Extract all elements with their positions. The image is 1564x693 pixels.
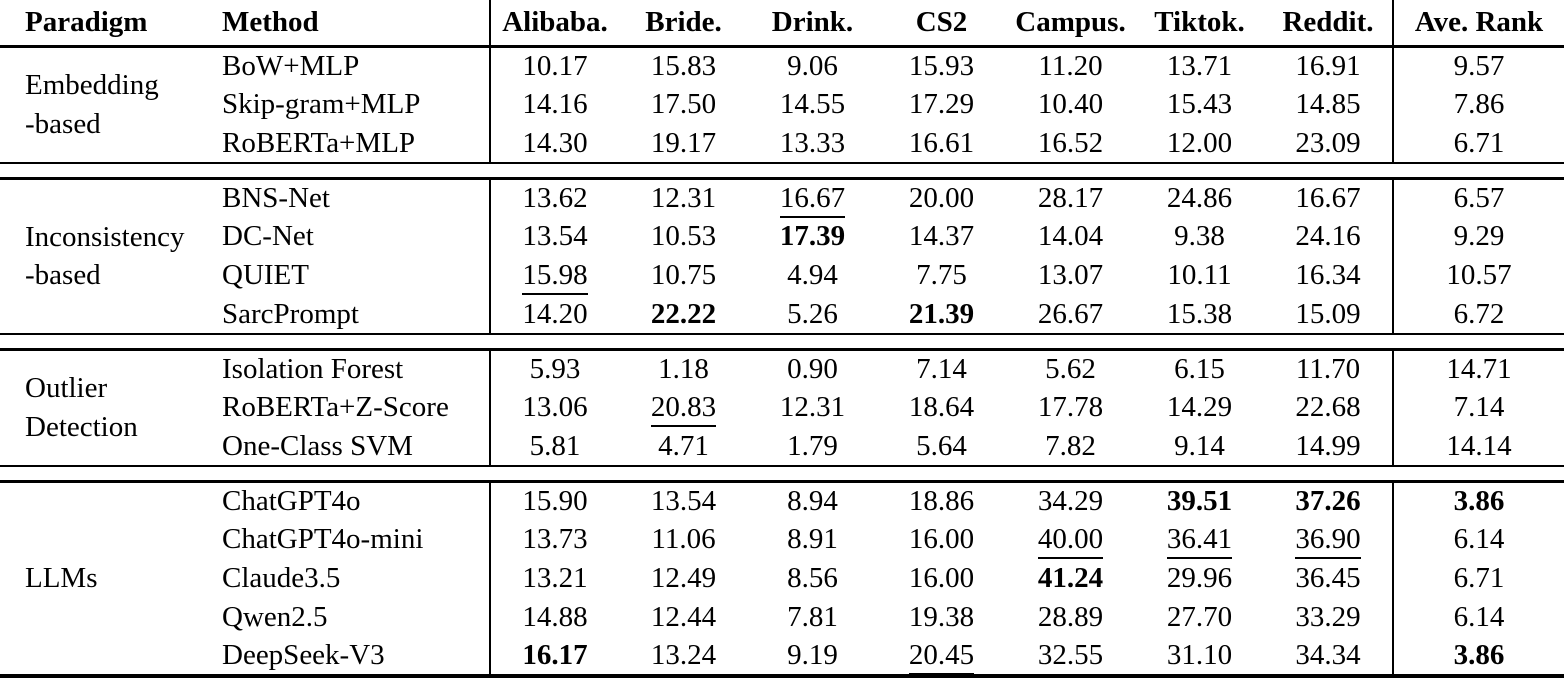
value-cell xyxy=(748,481,877,520)
value-cell xyxy=(877,598,1006,637)
value-cell xyxy=(877,559,1006,598)
method-cell: SarcPrompt xyxy=(222,297,359,330)
value-text: 11.06 xyxy=(651,523,716,555)
paradigm-line: LLMs xyxy=(25,562,98,595)
value-cell xyxy=(748,427,877,466)
table-row xyxy=(0,520,1564,559)
value-text: 15.83 xyxy=(650,49,717,82)
value-text: 6.14 xyxy=(1453,601,1505,633)
value-text: 16.34 xyxy=(1295,259,1361,291)
value-text: 4.71 xyxy=(658,429,709,462)
paradigm-cell xyxy=(0,178,222,334)
value-cell xyxy=(748,124,877,163)
value-cell xyxy=(1264,178,1393,217)
value-cell xyxy=(490,256,619,295)
value-cell xyxy=(1135,637,1264,676)
value-text: 20.00 xyxy=(908,181,975,214)
value-cell xyxy=(748,46,877,85)
value-text: 15.09 xyxy=(1295,297,1361,330)
ave-rank-cell xyxy=(1393,256,1564,295)
value-text: 16.00 xyxy=(908,523,975,555)
value-cell xyxy=(1006,178,1135,217)
header-row xyxy=(0,0,1564,46)
value-cell xyxy=(1264,349,1393,388)
ave-rank-cell xyxy=(1393,388,1564,427)
column-header-paradigm: Paradigm xyxy=(0,0,222,46)
value-text: 19.17 xyxy=(650,126,717,159)
value-cell xyxy=(619,217,748,256)
ave-rank-cell xyxy=(1393,637,1564,676)
value-text: 3.86 xyxy=(1453,484,1505,517)
method-cell: Isolation Forest xyxy=(222,352,404,385)
value-cell xyxy=(490,349,619,388)
value-text: 10.40 xyxy=(1037,88,1104,120)
method-cell: BNS-Net xyxy=(222,181,330,214)
value-cell xyxy=(490,388,619,427)
value-cell xyxy=(748,178,877,217)
value-cell xyxy=(490,637,619,676)
value-cell xyxy=(619,481,748,520)
value-cell xyxy=(1264,427,1393,466)
value-cell xyxy=(877,349,1006,388)
ave-rank-cell xyxy=(1393,46,1564,85)
method-cell: DC-Net xyxy=(222,220,314,252)
value-text: 34.34 xyxy=(1295,639,1361,671)
value-text: 16.91 xyxy=(1295,49,1361,82)
value-cell xyxy=(619,178,748,217)
value-cell xyxy=(748,388,877,427)
method-cell: ChatGPT4o-mini xyxy=(222,523,424,555)
value-text: 7.86 xyxy=(1453,88,1505,120)
value-text: 10.53 xyxy=(650,220,717,252)
value-text: 21.39 xyxy=(908,297,975,330)
value-cell xyxy=(1006,256,1135,295)
value-cell xyxy=(1006,520,1135,559)
value-text: 5.62 xyxy=(1045,352,1096,385)
value-text: 9.29 xyxy=(1453,220,1505,252)
value-cell xyxy=(1006,637,1135,676)
value-cell xyxy=(619,124,748,163)
value-text: 12.31 xyxy=(779,391,846,423)
value-cell xyxy=(1264,388,1393,427)
value-text: 23.09 xyxy=(1295,126,1361,159)
value-text: 14.88 xyxy=(522,601,588,633)
value-cell xyxy=(1264,481,1393,520)
table-row xyxy=(0,637,1564,676)
value-cell xyxy=(490,520,619,559)
value-cell xyxy=(1006,481,1135,520)
value-cell xyxy=(1264,217,1393,256)
value-text: 11.20 xyxy=(1038,49,1103,82)
ave-rank-cell xyxy=(1393,481,1564,520)
value-text: 16.67 xyxy=(1295,181,1361,214)
value-text: 6.15 xyxy=(1174,352,1225,385)
value-cell xyxy=(1135,349,1264,388)
column-header-bride: Bride. xyxy=(619,0,748,46)
value-cell xyxy=(1135,295,1264,334)
value-cell xyxy=(877,388,1006,427)
value-text: 28.89 xyxy=(1037,601,1104,633)
value-cell xyxy=(619,520,748,559)
value-cell xyxy=(748,637,877,676)
value-text: 6.57 xyxy=(1453,181,1505,214)
value-text: 0.90 xyxy=(787,352,838,385)
value-text: 10.75 xyxy=(650,259,717,291)
value-cell xyxy=(619,349,748,388)
group-separator xyxy=(0,163,1564,178)
value-cell xyxy=(748,598,877,637)
value-text: 14.37 xyxy=(908,220,975,252)
value-cell xyxy=(490,85,619,124)
group-separator xyxy=(0,466,1564,481)
value-text: 20.45 xyxy=(909,639,974,675)
value-text: 14.20 xyxy=(522,297,588,330)
method-cell: Skip-gram+MLP xyxy=(222,88,421,120)
value-text: 27.70 xyxy=(1166,601,1233,633)
value-text: 10.57 xyxy=(1446,259,1512,291)
paradigm-line: Embedding xyxy=(25,69,159,102)
value-cell xyxy=(619,559,748,598)
ave-rank-cell xyxy=(1393,217,1564,256)
value-text: 14.29 xyxy=(1166,391,1233,423)
value-cell xyxy=(1135,427,1264,466)
value-text: 13.07 xyxy=(1037,259,1104,291)
table-row xyxy=(0,256,1564,295)
value-text: 14.04 xyxy=(1037,220,1104,252)
value-text: 12.44 xyxy=(650,601,717,633)
value-text: 10.17 xyxy=(522,49,588,82)
value-text: 28.17 xyxy=(1037,181,1104,214)
value-text: 36.45 xyxy=(1295,562,1361,594)
column-header-cs2: CS2 xyxy=(877,0,1006,46)
value-text: 32.55 xyxy=(1037,639,1104,671)
value-cell xyxy=(1135,256,1264,295)
value-text: 18.86 xyxy=(908,484,975,517)
value-text: 6.72 xyxy=(1453,297,1505,330)
table-row xyxy=(0,295,1564,334)
value-text: 13.62 xyxy=(522,181,588,214)
value-cell xyxy=(490,217,619,256)
value-cell xyxy=(1006,85,1135,124)
value-text: 9.57 xyxy=(1453,49,1505,82)
value-cell xyxy=(490,178,619,217)
value-cell xyxy=(1264,124,1393,163)
value-text: 5.93 xyxy=(529,352,581,385)
value-cell xyxy=(490,559,619,598)
column-header-drink: Drink. xyxy=(748,0,877,46)
value-text: 9.38 xyxy=(1174,220,1225,252)
table-row xyxy=(0,481,1564,520)
value-text: 29.96 xyxy=(1166,562,1233,594)
value-text: 13.24 xyxy=(650,639,717,671)
table-row xyxy=(0,427,1564,466)
value-text: 15.98 xyxy=(522,259,587,295)
value-cell xyxy=(1006,427,1135,466)
method-cell: QUIET xyxy=(222,259,309,291)
paradigm-cell xyxy=(0,349,222,466)
value-cell xyxy=(1006,124,1135,163)
value-cell xyxy=(748,520,877,559)
method-cell: Claude3.5 xyxy=(222,562,341,594)
value-text: 7.75 xyxy=(916,259,967,291)
table-row xyxy=(0,388,1564,427)
value-cell xyxy=(748,256,877,295)
value-text: 37.26 xyxy=(1295,484,1361,517)
method-cell: RoBERTa+Z-Score xyxy=(222,391,449,423)
value-text: 19.38 xyxy=(908,601,975,633)
column-header-alibaba: Alibaba. xyxy=(490,0,619,46)
paradigm-cell xyxy=(0,46,222,163)
group-separator-rule xyxy=(0,163,1564,178)
value-cell xyxy=(1264,46,1393,85)
value-text: 6.71 xyxy=(1453,562,1505,594)
paradigm-line: Detection xyxy=(25,410,138,443)
value-text: 15.38 xyxy=(1166,297,1233,330)
value-cell xyxy=(748,85,877,124)
ave-rank-cell xyxy=(1393,559,1564,598)
value-text: 12.00 xyxy=(1166,126,1233,159)
value-text: 31.10 xyxy=(1166,639,1233,671)
value-text: 22.22 xyxy=(650,297,717,330)
value-text: 12.31 xyxy=(650,181,717,214)
value-text: 6.14 xyxy=(1453,523,1505,555)
value-text: 22.68 xyxy=(1295,391,1361,423)
value-cell xyxy=(1006,295,1135,334)
value-cell xyxy=(1006,217,1135,256)
value-text: 1.79 xyxy=(787,429,838,462)
value-text: 33.29 xyxy=(1295,601,1361,633)
value-text: 5.26 xyxy=(787,297,838,330)
value-cell xyxy=(1264,559,1393,598)
value-text: 13.06 xyxy=(522,391,588,423)
method-cell: ChatGPT4o xyxy=(222,484,361,517)
value-cell xyxy=(748,295,877,334)
value-text: 4.94 xyxy=(787,259,838,291)
value-cell xyxy=(748,217,877,256)
value-text: 26.67 xyxy=(1037,297,1104,330)
value-cell xyxy=(1006,46,1135,85)
value-cell xyxy=(619,256,748,295)
value-cell xyxy=(1135,481,1264,520)
value-text: 8.94 xyxy=(787,484,838,517)
value-cell xyxy=(877,637,1006,676)
ave-rank-cell xyxy=(1393,598,1564,637)
value-text: 40.00 xyxy=(1038,523,1103,559)
value-text: 9.06 xyxy=(787,49,838,82)
value-text: 24.86 xyxy=(1166,181,1233,214)
value-text: 15.43 xyxy=(1166,88,1233,120)
value-cell xyxy=(619,295,748,334)
ave-rank-cell xyxy=(1393,178,1564,217)
paradigm-line: Outlier xyxy=(25,372,108,405)
value-text: 13.21 xyxy=(522,562,588,594)
value-text: 10.11 xyxy=(1167,259,1232,291)
value-text: 14.30 xyxy=(522,126,588,159)
value-cell xyxy=(619,427,748,466)
method-cell: DeepSeek-V3 xyxy=(222,639,385,671)
value-text: 14.55 xyxy=(779,88,846,120)
value-text: 15.90 xyxy=(522,484,588,517)
value-cell xyxy=(1006,559,1135,598)
table-row xyxy=(0,85,1564,124)
value-cell xyxy=(748,349,877,388)
paradigm-line: -based xyxy=(25,259,101,292)
value-cell xyxy=(1264,85,1393,124)
value-cell xyxy=(877,256,1006,295)
value-text: 18.64 xyxy=(908,391,975,423)
value-cell xyxy=(1135,217,1264,256)
value-cell xyxy=(619,388,748,427)
table-row xyxy=(0,217,1564,256)
value-cell xyxy=(877,124,1006,163)
value-text: 36.90 xyxy=(1295,523,1360,559)
table-row xyxy=(0,46,1564,85)
value-text: 16.17 xyxy=(522,639,588,671)
value-cell xyxy=(1264,295,1393,334)
value-cell xyxy=(619,598,748,637)
value-cell xyxy=(877,85,1006,124)
value-text: 17.78 xyxy=(1037,391,1104,423)
value-text: 13.54 xyxy=(650,484,717,517)
value-text: 16.00 xyxy=(908,562,975,594)
value-cell xyxy=(1264,256,1393,295)
value-text: 13.71 xyxy=(1166,49,1233,82)
value-text: 14.14 xyxy=(1446,429,1512,462)
value-text: 7.82 xyxy=(1045,429,1096,462)
value-cell xyxy=(877,295,1006,334)
value-text: 16.67 xyxy=(780,182,845,218)
value-text: 14.71 xyxy=(1446,352,1512,385)
value-text: 8.56 xyxy=(787,562,838,594)
value-cell xyxy=(619,85,748,124)
group-separator xyxy=(0,334,1564,349)
value-text: 15.93 xyxy=(908,49,975,82)
value-text: 20.83 xyxy=(651,391,716,427)
ave-rank-cell xyxy=(1393,349,1564,388)
value-cell xyxy=(1006,598,1135,637)
value-cell xyxy=(490,598,619,637)
paradigm-line: -based xyxy=(25,107,101,140)
value-cell xyxy=(877,520,1006,559)
value-text: 13.54 xyxy=(522,220,588,252)
value-text: 9.14 xyxy=(1174,429,1225,462)
column-header-ave-rank: Ave. Rank xyxy=(1393,0,1564,46)
table-row xyxy=(0,178,1564,217)
value-text: 3.86 xyxy=(1453,639,1505,671)
value-cell xyxy=(877,46,1006,85)
value-text: 11.70 xyxy=(1295,352,1361,385)
value-cell xyxy=(1006,388,1135,427)
group-separator-rule xyxy=(0,334,1564,349)
value-cell xyxy=(1135,46,1264,85)
ave-rank-cell xyxy=(1393,85,1564,124)
value-cell xyxy=(1135,388,1264,427)
value-text: 14.85 xyxy=(1295,88,1361,120)
value-cell xyxy=(1135,178,1264,217)
value-cell xyxy=(1135,598,1264,637)
value-text: 1.18 xyxy=(658,352,709,385)
value-text: 5.81 xyxy=(529,429,581,462)
value-cell xyxy=(877,178,1006,217)
value-text: 16.61 xyxy=(908,126,975,159)
ave-rank-cell xyxy=(1393,520,1564,559)
ave-rank-cell xyxy=(1393,295,1564,334)
value-text: 7.14 xyxy=(1453,391,1505,423)
value-text: 41.24 xyxy=(1037,562,1104,594)
value-cell xyxy=(1264,637,1393,676)
group-separator-rule xyxy=(0,466,1564,481)
paradigm-line: Inconsistency xyxy=(25,220,185,253)
value-cell xyxy=(619,637,748,676)
value-text: 17.50 xyxy=(650,88,717,120)
value-text: 39.51 xyxy=(1166,484,1233,517)
value-cell xyxy=(1264,520,1393,559)
table-row xyxy=(0,124,1564,163)
value-cell xyxy=(877,217,1006,256)
value-cell xyxy=(877,481,1006,520)
value-text: 7.14 xyxy=(916,352,967,385)
ave-rank-cell xyxy=(1393,124,1564,163)
value-text: 16.52 xyxy=(1037,126,1104,159)
value-cell xyxy=(490,295,619,334)
method-cell: RoBERTa+MLP xyxy=(222,126,416,159)
column-header-campus: Campus. xyxy=(1006,0,1135,46)
value-cell xyxy=(748,559,877,598)
value-text: 34.29 xyxy=(1037,484,1104,517)
value-text: 12.49 xyxy=(650,562,717,594)
value-cell xyxy=(1135,559,1264,598)
value-text: 24.16 xyxy=(1295,220,1361,252)
value-text: 9.19 xyxy=(787,639,838,671)
value-text: 17.39 xyxy=(779,220,846,252)
value-text: 13.73 xyxy=(522,523,588,555)
value-text: 17.29 xyxy=(908,88,975,120)
paradigm-cell xyxy=(0,481,222,676)
value-text: 13.33 xyxy=(779,126,846,159)
value-cell xyxy=(1006,349,1135,388)
value-text: 14.16 xyxy=(522,88,588,120)
value-cell xyxy=(1135,85,1264,124)
value-text: 8.91 xyxy=(787,523,838,555)
value-text: 6.71 xyxy=(1453,126,1505,159)
value-cell xyxy=(490,124,619,163)
table-row xyxy=(0,349,1564,388)
method-cell: Qwen2.5 xyxy=(222,601,328,633)
value-cell xyxy=(1135,520,1264,559)
column-header-reddit: Reddit. xyxy=(1264,0,1393,46)
value-text: 36.41 xyxy=(1167,523,1232,559)
value-text: 14.99 xyxy=(1295,429,1361,462)
table-row xyxy=(0,598,1564,637)
value-cell xyxy=(490,427,619,466)
method-cell: BoW+MLP xyxy=(222,49,360,82)
value-cell xyxy=(1264,598,1393,637)
value-cell xyxy=(1135,124,1264,163)
column-header-method: Method xyxy=(222,0,490,46)
value-cell xyxy=(877,427,1006,466)
value-cell xyxy=(490,46,619,85)
value-text: 5.64 xyxy=(916,429,967,462)
ave-rank-cell xyxy=(1393,427,1564,466)
value-cell xyxy=(619,46,748,85)
method-cell: One-Class SVM xyxy=(222,429,413,462)
table-row xyxy=(0,559,1564,598)
value-text: 7.81 xyxy=(787,601,838,633)
value-cell xyxy=(490,481,619,520)
column-header-tiktok: Tiktok. xyxy=(1135,0,1264,46)
